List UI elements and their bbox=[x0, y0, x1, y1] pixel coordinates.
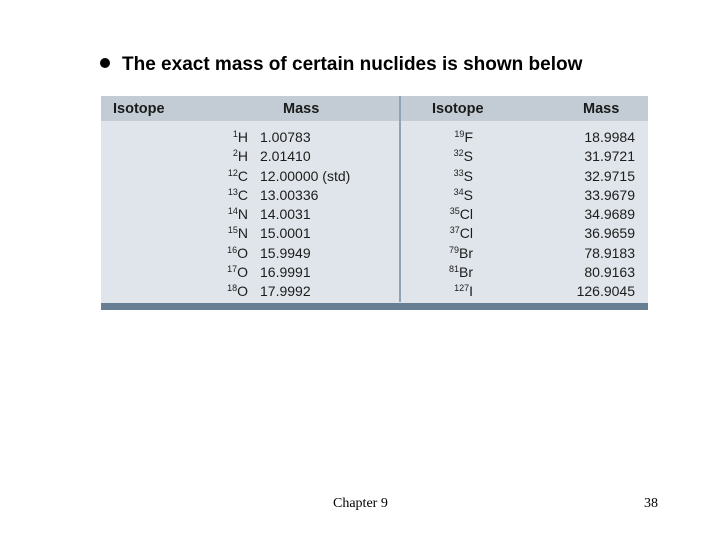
mass-cell: 33.9679 bbox=[584, 186, 635, 203]
mass-number: 35 bbox=[449, 206, 460, 216]
mass-cell: 13.00336 bbox=[260, 186, 319, 203]
mass-number: 12 bbox=[227, 167, 238, 178]
mass-number: 19 bbox=[454, 129, 465, 139]
mass-cell: 1.00783 bbox=[260, 129, 311, 145]
isotope-cell bbox=[228, 205, 248, 224]
nuclide-mass-table bbox=[101, 96, 648, 310]
isotope-cell bbox=[227, 263, 248, 282]
mass-cell: 34.9689 bbox=[584, 206, 635, 222]
table-row bbox=[101, 244, 648, 263]
heading-text: The exact mass of certain nuclides is shown below bbox=[122, 54, 583, 75]
element-symbol: Br bbox=[459, 263, 473, 280]
mass-number: 14 bbox=[227, 206, 238, 216]
mass-cell: 16.9991 bbox=[260, 263, 311, 280]
mass-number: 34 bbox=[453, 186, 464, 197]
mass-cell: 78.9183 bbox=[584, 244, 635, 261]
element-symbol: H bbox=[237, 148, 248, 165]
mass-number: 13 bbox=[227, 186, 238, 197]
isotope-cell bbox=[454, 282, 473, 301]
element-symbol: S bbox=[463, 148, 473, 165]
header-isotope-right: Isotope bbox=[432, 101, 484, 117]
table-row bbox=[101, 186, 648, 205]
table-header bbox=[101, 96, 648, 121]
isotope-cell bbox=[227, 244, 248, 263]
isotope-cell bbox=[450, 224, 473, 243]
mass-number: 15 bbox=[227, 225, 238, 236]
element-symbol: S bbox=[463, 186, 473, 203]
element-symbol: C bbox=[237, 167, 248, 184]
element-symbol: N bbox=[237, 225, 248, 242]
header-mass-left: Mass bbox=[283, 101, 320, 117]
mass-cell: 15.0001 bbox=[260, 225, 311, 242]
mass-cell: 31.9721 bbox=[584, 148, 635, 165]
isotope-cell bbox=[454, 167, 473, 186]
mass-cell: 2.01410 bbox=[260, 148, 311, 165]
element-symbol: Cl bbox=[459, 225, 473, 242]
header-mass-right: Mass bbox=[583, 101, 620, 117]
isotope-cell bbox=[449, 244, 473, 263]
slide-heading bbox=[100, 54, 582, 76]
mass-cell: 17.9992 bbox=[260, 283, 311, 299]
mass-cell: 15.9949 bbox=[260, 244, 311, 261]
mass-number: 18 bbox=[227, 283, 238, 293]
footer-page-number: 38 bbox=[644, 496, 658, 511]
table-row bbox=[101, 147, 648, 166]
table-row bbox=[101, 224, 648, 243]
table-row bbox=[101, 282, 648, 301]
isotope-cell bbox=[454, 186, 473, 205]
isotope-cell bbox=[233, 147, 248, 166]
mass-number: 16 bbox=[227, 244, 238, 255]
element-symbol: Cl bbox=[459, 206, 473, 222]
mass-cell: 36.9659 bbox=[584, 225, 635, 242]
isotope-cell bbox=[227, 282, 248, 301]
mass-number: 32 bbox=[453, 148, 464, 159]
mass-number: 79 bbox=[448, 244, 459, 255]
footer-chapter: Chapter 9 bbox=[333, 496, 388, 511]
isotope-cell bbox=[228, 186, 248, 205]
mass-cell: 14.0031 bbox=[260, 206, 311, 222]
table-bottom-bar bbox=[101, 303, 648, 310]
mass-number: 1 bbox=[232, 129, 238, 139]
mass-number: 37 bbox=[449, 225, 460, 236]
element-symbol: H bbox=[237, 129, 248, 145]
mass-number: 33 bbox=[453, 167, 464, 178]
table-row bbox=[101, 263, 648, 282]
element-symbol: I bbox=[469, 283, 473, 299]
mass-number: 2 bbox=[232, 148, 238, 159]
table-row bbox=[101, 167, 648, 186]
isotope-cell bbox=[454, 147, 473, 166]
table-row bbox=[101, 205, 648, 224]
isotope-cell bbox=[454, 128, 473, 147]
isotope-cell bbox=[228, 224, 248, 243]
mass-cell: 12.00000 (std) bbox=[260, 167, 351, 184]
table-row bbox=[101, 128, 648, 147]
mass-cell: 126.9045 bbox=[576, 283, 635, 299]
isotope-cell bbox=[233, 128, 248, 147]
bullet-icon bbox=[100, 58, 110, 68]
isotope-cell bbox=[450, 205, 473, 224]
header-isotope-left: Isotope bbox=[113, 101, 165, 117]
isotope-cell bbox=[449, 263, 473, 282]
mass-cell: 18.9984 bbox=[584, 129, 635, 145]
mass-number: 17 bbox=[227, 263, 238, 274]
element-symbol: Br bbox=[459, 244, 473, 261]
mass-number: 127 bbox=[454, 283, 470, 293]
element-symbol: S bbox=[463, 167, 473, 184]
element-symbol: O bbox=[237, 283, 248, 299]
element-symbol: F bbox=[464, 129, 473, 145]
element-symbol: O bbox=[237, 244, 248, 261]
mass-cell: 32.9715 bbox=[584, 167, 635, 184]
mass-cell: 80.9163 bbox=[584, 263, 635, 280]
element-symbol: C bbox=[237, 186, 248, 203]
element-symbol: O bbox=[237, 263, 248, 280]
mass-number: 81 bbox=[448, 263, 459, 274]
element-symbol: N bbox=[237, 206, 248, 222]
isotope-cell bbox=[228, 167, 248, 186]
